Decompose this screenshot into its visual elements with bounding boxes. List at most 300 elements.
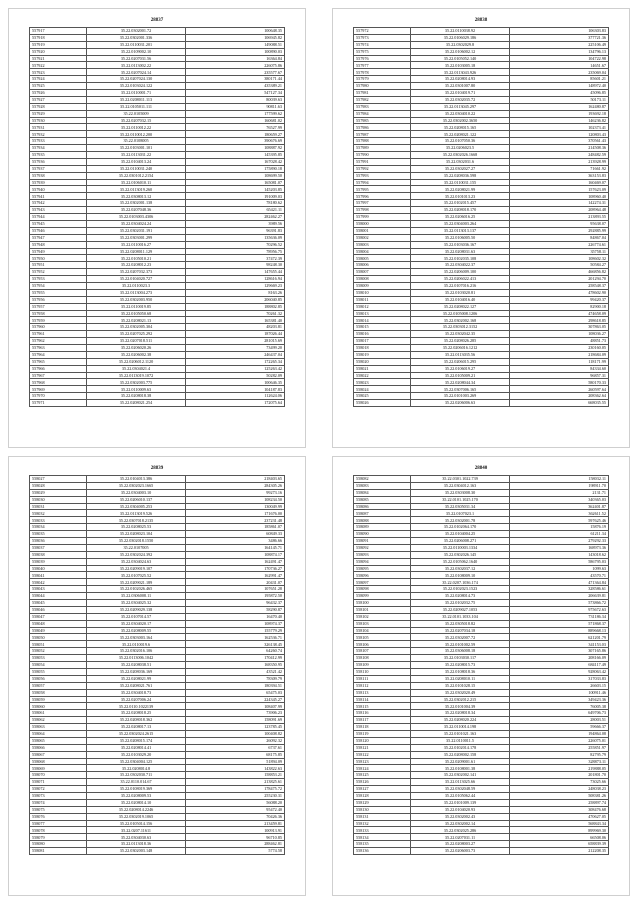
area-value-cell: 349423.36 [510,696,609,703]
cadastral-number-cell: 35.22.0302012.215 [411,696,510,703]
table-row [30,648,285,655]
area-value-cell: 547127.34 [186,90,285,97]
area-value-cell: 102373.41 [510,124,609,131]
cadastral-number-cell: 35.22.0108018.36 [411,668,510,675]
area-value-cell: 2131.71 [510,489,609,496]
area-value-cell: 70296.52 [186,241,285,248]
cadastral-number-cell: 35.22.0305031.34 [411,503,510,510]
cadastral-number-cell: 35.22.0110009.63 [87,386,186,393]
table-row [30,55,285,62]
table-row [30,28,285,35]
record-number-cell: 557917 [30,28,87,35]
cadastral-number-cell: 35.22.0208018.362 [87,717,186,724]
area-value-cell: 218403.65 [186,476,285,483]
table-row [354,806,609,813]
record-number-cell: 557938 [30,172,87,179]
record-number-cell: 558110 [354,668,411,675]
table-row [30,813,285,820]
cadastral-number-cell: 35.22.0106002.12 [411,48,510,55]
area-value-cell: 98248.30 [186,262,285,269]
record-number-cell: 558065 [30,737,87,744]
table-row [30,586,285,593]
cadastral-number-cell: 35.22.0208012.23 [87,262,186,269]
cadastral-number-cell: 35.22.0105009 [87,110,186,117]
area-value-cell: 362611.52 [510,510,609,517]
record-number-cell: 558130 [354,806,411,813]
cadastral-number-cell: 35.22.0113031.22 [87,152,186,159]
record-number-cell: 558023 [354,379,411,386]
area-value-cell: 59666.37 [510,724,609,731]
record-number-cell: 557936 [30,158,87,165]
document-page-3 [8,456,306,896]
cadastral-number-cell: 35.22.0208036.598 [411,172,510,179]
area-value-cell: 108602.32 [510,255,609,262]
table-row [30,668,285,675]
area-value-cell: 226075.01 [510,737,609,744]
record-number-cell: 558112 [354,682,411,689]
record-number-cell: 558018 [354,344,411,351]
record-number-cell: 558060 [30,703,87,710]
table-row [30,96,285,103]
record-number-cell: 557926 [30,90,87,97]
record-number-cell: 558022 [354,372,411,379]
area-value-cell: 658839.39 [510,841,609,848]
record-number-cell: 558086 [354,503,411,510]
area-value-cell: 158091.69 [186,717,285,724]
cadastral-number-cell: 35.22.0209019.107 [87,565,186,572]
record-number-cell: 557961 [30,331,87,338]
record-number-cell: 558122 [354,751,411,758]
area-value-cell: 90811.63 [186,103,285,110]
cadastral-number-cell: 35.22.0108019.369 [87,786,186,793]
area-value-cell: 435389.21 [186,83,285,90]
record-number-cell: 558021 [354,365,411,372]
record-number-cell: 557999 [354,214,411,221]
cadastral-number-cell: 35.22.0206006.63 [411,400,510,407]
area-value-cell: 8163.26 [186,289,285,296]
table-row [354,489,609,496]
table-row [30,841,285,848]
record-number-cell: 557997 [354,200,411,207]
area-value-cell: 129669.23 [186,282,285,289]
record-number-cell: 557971 [30,400,87,407]
record-number-cell: 558115 [354,703,411,710]
area-value-cell: 225106.49 [510,41,609,48]
area-value-cell: 668035.55 [510,400,609,407]
area-value-cell: 106945.82 [186,34,285,41]
table-row [354,365,609,372]
cadastral-number-cell: 35.22.0304018.73 [87,689,186,696]
table-row [354,662,609,669]
cadastral-number-cell: 35.22.0302026.1668 [411,152,510,159]
cadastral-number-cell: 35.22.0102032.75 [411,600,510,607]
area-value-cell: 246437.04 [186,351,285,358]
record-number-cell: 558005 [354,255,411,262]
record-number-cell: 558067 [30,751,87,758]
page-title: 28839 [150,466,164,471]
record-number-cell: 558046 [30,606,87,613]
area-value-cell: 100408.82 [186,730,285,737]
area-value-cell: 160681.02 [186,117,285,124]
record-number-cell: 558124 [354,765,411,772]
table-row [354,379,609,386]
table-row [30,786,285,793]
cadastral-number-cell: 35.22.0105010.21 [87,255,186,262]
record-number-cell: 558003 [354,241,411,248]
area-value-cell: 219888.05 [510,765,609,772]
record-number-cell: 558103 [354,620,411,627]
record-number-cell: 557983 [354,103,411,110]
table-row [30,517,285,524]
cadastral-number-cell: 35.22.0105009.21 [411,372,510,379]
area-value-cell: 172075.64 [186,400,285,407]
table-row [354,386,609,393]
record-number-cell: 558127 [354,786,411,793]
area-value-cell: 571868.37 [510,620,609,627]
record-number-cell: 558062 [30,717,87,724]
table-row [354,324,609,331]
area-value-cell: 328586.61 [510,586,609,593]
table-row [30,62,285,69]
table-row [30,613,285,620]
area-value-cell: 307863.05 [510,324,609,331]
cadastral-number-cell: 35.22.0302018.1550 [87,538,186,545]
cadastral-number-cell: 35.22.0208017.13 [87,724,186,731]
area-value-cell: 362401.87 [510,503,609,510]
record-number-cell: 558012 [354,303,411,310]
table-row [354,724,609,731]
table-row [354,813,609,820]
record-number-cell: 558092 [354,544,411,551]
cadastral-number-cell: 35.22.0113019.1072 [87,372,186,379]
area-value-cell: 212208.35 [510,848,609,855]
area-value-cell: 61211.34 [510,531,609,538]
cadastral-number-cell: 35.22.0106010.11 [87,179,186,186]
cadastral-number-cell: 35.22.0302024.2615 [87,730,186,737]
table-row [30,834,285,841]
cadastral-number-cell: 35.22.0110001.71 [87,90,186,97]
table-row [354,131,609,138]
cadastral-number-cell: 35.22.0107014.57 [87,613,186,620]
table-row [354,317,609,324]
table-row [354,565,609,572]
cadastral-number-cell: 35.22.0107016.216 [411,282,510,289]
cadastral-number-cell: 35.22.0102035.108 [411,255,510,262]
area-value-cell: 168973.36 [510,544,609,551]
cadastral-number-cell: 35.22.0206020.26 [87,344,186,351]
area-value-cell: 279292.33 [510,538,609,545]
cadastral-number-cell: 35.22.0207006.24 [87,696,186,703]
record-number-cell: 557958 [30,310,87,317]
table-row [30,544,285,551]
area-value-cell: 5774.58 [186,848,285,855]
record-number-cell: 558009 [354,282,411,289]
record-number-cell: 557929 [30,110,87,117]
area-value-cell: 99420.37 [510,296,609,303]
record-number-cell: 557993 [354,172,411,179]
record-number-cell: 558048 [30,620,87,627]
cadastral-number-cell: 35.22.0208026.285 [411,338,510,345]
record-number-cell: 557964 [30,351,87,358]
area-value-cell: 108234.50 [186,496,285,503]
area-value-cell: 6737.61 [186,744,285,751]
record-number-cell: 558006 [354,262,411,269]
cadastral-number-cell: 35.22.0103030.117 [411,655,510,662]
area-value-cell: 70261.32 [186,310,285,317]
record-number-cell: 558069 [30,765,87,772]
record-number-cell: 557919 [30,41,87,48]
area-value-cell: 180394.51 [186,682,285,689]
record-number-cell: 558075 [30,806,87,813]
table-row [30,172,285,179]
cadastral-number-cell: 35.22.0208015.174 [87,737,186,744]
record-number-cell: 558010 [354,289,411,296]
table-row [354,351,609,358]
cadastral-number-cell: 35.22.0208044.34 [411,379,510,386]
table-row [30,476,285,483]
table-row [354,83,609,90]
record-number-cell: 557979 [354,76,411,83]
area-value-cell: 193692.18 [510,110,609,117]
cadastral-number-cell: 35.22.0304020.17 [87,620,186,627]
cadastral-number-cell: 35.22.0302002.141 [411,772,510,779]
table-row [354,655,609,662]
record-number-cell: 557941 [30,193,87,200]
cadastral-number-cell: 35.22.0302016.106 [87,648,186,655]
record-number-cell: 558078 [30,827,87,834]
table-row [30,606,285,613]
table-row [30,482,285,489]
table-row [354,792,609,799]
record-number-cell: 558072 [30,786,87,793]
cadastral-number-cell: 35.22.0304010.22 [411,110,510,117]
area-value-cell: 731186.34 [510,613,609,620]
record-number-cell: 557935 [30,152,87,159]
record-number-cell: 557969 [30,386,87,393]
record-number-cell: 558038 [30,551,87,558]
table-row [30,675,285,682]
area-value-cell: 50173.11 [510,96,609,103]
cadastral-number-cell: 35.22.0302003.950 [87,296,186,303]
record-number-cell: 558120 [354,737,411,744]
area-value-cell: 213459.81 [186,820,285,827]
table-row [354,331,609,338]
record-number-cell: 558136 [354,848,411,855]
table-row [354,28,609,35]
table-row [354,138,609,145]
area-value-cell: 95638.07 [510,220,609,227]
cadastral-number-cell: 35.22.0303008.30 [411,489,510,496]
record-number-cell: 558066 [30,744,87,751]
area-value-cell: 214508.36 [510,145,609,152]
table-row [354,145,609,152]
area-value-cell: 123785.45 [186,724,285,731]
area-value-cell: 26603.15 [510,682,609,689]
record-number-cell: 557972 [354,28,411,35]
cadastral-number-cell: 35.22.0208018.25 [87,710,186,717]
area-value-cell: 185861.07 [186,524,285,531]
table-row [30,344,285,351]
area-value-cell: 28003.51 [510,717,609,724]
cadastral-number-cell: 35.22.0113006.1042 [87,655,186,662]
area-value-cell: 143822.63 [186,765,285,772]
record-number-cell: 558050 [30,634,87,641]
cadastral-number-cell: 35.22.0206002.38 [87,351,186,358]
table-row [354,779,609,786]
cadastral-number-cell: 35.22.0302031.6 [411,158,510,165]
cadastral-number-cell: 35.22.0302002.168 [411,317,510,324]
record-number-cell: 557945 [30,220,87,227]
record-number-cell: 558016 [354,331,411,338]
cadastral-number-cell: 35.22.0208021.13 [87,317,186,324]
area-value-cell: 377721.36 [510,34,609,41]
cadastral-number-cell: 35.22.0107050.36 [411,138,510,145]
area-value-cell: 226075.86 [186,62,285,69]
cadastral-number-cell: 35.22.0302037.12 [411,565,510,572]
table-row [30,276,285,283]
record-number-cell: 558102 [354,613,411,620]
table-row [30,234,285,241]
table-row [354,110,609,117]
table-row [354,476,609,483]
record-number-cell: 557956 [30,296,87,303]
record-number-cell: 558117 [354,717,411,724]
table-row [30,400,285,407]
table-row [354,558,609,565]
record-number-cell: 558097 [354,579,411,586]
table-row [354,338,609,345]
record-number-cell: 558064 [30,730,87,737]
record-number-cell: 557934 [30,145,87,152]
area-value-cell: 597625.46 [510,517,609,524]
area-value-cell: 16364.84 [186,55,285,62]
table-row [354,627,609,634]
area-value-cell: 255851.97 [510,744,609,751]
table-row [354,303,609,310]
cadastral-number-cell: 35.22.0302007.72 [411,634,510,641]
record-number-cell: 557984 [354,110,411,117]
table-row [30,269,285,276]
cadastral-number-cell: 35.22.0208015.165 [411,124,510,131]
area-value-cell: 208362.64 [510,393,609,400]
table-row [30,655,285,662]
record-number-cell: 557992 [354,165,411,172]
table-row [354,551,609,558]
record-number-cell: 558087 [354,510,411,517]
area-value-cell: 1099.63 [510,565,609,572]
cadastral-number-cell: 35.22.0102064.170 [411,524,510,531]
table-row [354,372,609,379]
table-row [30,503,285,510]
table-row [30,379,285,386]
area-value-cell: 107651.28 [186,586,285,593]
cadastral-number-cell: 35.22.0108001.38 [411,765,510,772]
area-value-cell: 85601.21 [510,76,609,83]
cadastral-number-cell: 35.22.0207031.56 [87,55,186,62]
record-number-cell: 557965 [30,358,87,365]
area-value-cell: 248482.59 [510,152,609,159]
record-number-cell: 558132 [354,820,411,827]
cadastral-number-cell: 35.22.0101.1033.104 [411,613,510,620]
table-row [354,496,609,503]
record-number-cell: 558019 [354,351,411,358]
cadastral-number-cell: 35.22.0303012.3152 [411,324,510,331]
cadastral-number-cell: 35.22.0209027.1053 [411,606,510,613]
area-value-cell: 471364.84 [510,579,609,586]
page-title: 28838 [474,18,488,23]
cadastral-number-cell: 35.22.0105052.140 [411,55,510,62]
table-row [354,103,609,110]
table-row [354,214,609,221]
table-row [354,241,609,248]
table-row [30,737,285,744]
cadastral-number-cell: 35.22.0304004.125 [87,758,186,765]
cadastral-number-cell: 35.22.0104020.727 [87,276,186,283]
record-number-cell: 557996 [354,193,411,200]
record-number-cell: 557933 [30,138,87,145]
record-number-cell: 558129 [354,799,411,806]
area-value-cell: 191009.03 [186,193,285,200]
area-value-cell: 66508.06 [510,834,609,841]
area-value-cell: 218684.09 [510,351,609,358]
cadastral-number-cell: 35.22.0207018.511 [87,338,186,345]
area-value-cell: 341153.03 [510,641,609,648]
cadastral-number-cell: 35.22.0208009.55 [87,627,186,634]
cadastral-number-cell: 35.22.0108009.10 [411,572,510,579]
record-number-cell: 557924 [30,76,87,83]
table-row [30,765,285,772]
table-row [30,772,285,779]
area-value-cell: 37472.39 [186,255,285,262]
area-value-cell: 100911.46 [510,689,609,696]
cadastral-number-cell: 35.22.0301007.80 [411,83,510,90]
area-value-cell: 340365.03 [510,496,609,503]
record-number-cell: 557981 [354,90,411,97]
table-row [30,730,285,737]
record-number-cell: 557948 [30,241,87,248]
table-row [30,145,285,152]
table-row [30,138,285,145]
area-value-cell: 108699.50 [186,172,285,179]
table-row [30,165,285,172]
table-row [30,262,285,269]
table-row [30,634,285,641]
cadastral-number-cell: 35.22.0208018.34 [411,710,510,717]
record-number-cell: 557990 [354,152,411,159]
record-number-cell: 557977 [354,62,411,69]
record-number-cell: 557946 [30,227,87,234]
cadastral-number-cell: 35.22.0304024.24 [87,220,186,227]
area-value-cell: 237231.48 [186,517,285,524]
cadastral-number-cell: 35.22.0101021.163 [411,730,510,737]
data-table [29,475,285,855]
cadastral-number-cell: 35.22.0104016.40 [411,296,510,303]
table-row [30,152,285,159]
area-value-cell: 78180.62 [186,200,285,207]
record-number-cell: 558044 [30,593,87,600]
record-number-cell: 557944 [30,214,87,221]
record-number-cell: 558088 [354,517,411,524]
table-row [30,158,285,165]
cadastral-number-cell: 35.22.0208011.113 [87,96,186,103]
record-number-cell: 558037 [30,544,87,551]
area-value-cell: 80039.63 [186,96,285,103]
area-value-cell: 170412.99 [186,655,285,662]
cadastral-number-cell: 35.22.0110011.5 [411,737,510,744]
record-number-cell: 558093 [354,551,411,558]
cadastral-number-cell: 35.22.0307006.165 [411,386,510,393]
area-value-cell: 95472.40 [186,806,285,813]
